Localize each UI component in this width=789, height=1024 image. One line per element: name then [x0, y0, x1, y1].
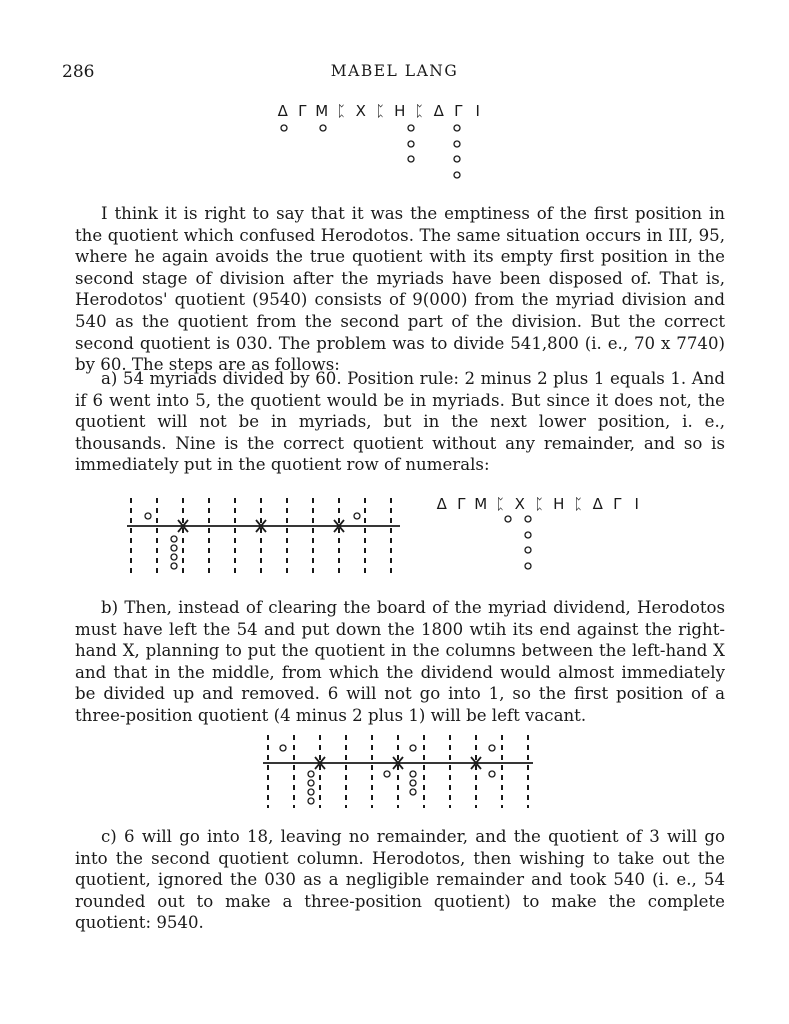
counter — [408, 125, 414, 131]
counter — [410, 745, 416, 751]
numeral-pente-hekaton: ᛈ — [573, 495, 583, 513]
numeral-pente-chilioi: ᛈ — [534, 495, 544, 513]
numeral-pente-hekaton: ᛈ — [414, 102, 424, 120]
numeral-pente-chilioi: ᛈ — [375, 102, 385, 120]
numeral-pente: Γ — [298, 102, 307, 120]
counter — [489, 771, 495, 777]
counter — [408, 156, 414, 162]
counter — [525, 547, 531, 553]
counter — [308, 789, 314, 795]
numeral-pente-myriad: ᛈ — [336, 102, 346, 120]
counter — [454, 125, 460, 131]
counter — [525, 532, 531, 538]
counter — [505, 516, 511, 522]
numeral-deka: Δ — [592, 495, 603, 513]
numeral-myriad: M — [315, 102, 329, 120]
numeral-iota: I — [634, 495, 639, 513]
numeral-hekaton: H — [553, 495, 565, 513]
counter — [308, 771, 314, 777]
counter — [171, 563, 177, 569]
counter — [525, 516, 531, 522]
counter — [410, 771, 416, 777]
counter — [525, 563, 531, 569]
paragraph-3: b) Then, instead of clearing the board of the myriad dividend, Herodotos must have left the 54 and put down the 1800 wtih its end against the right-hand X, planning to put the quotient in the columns between the left-hand X and that in the middle, from which the dividend would almost immediately be divided up and removed. 6 will not go into 1, so the first position of a three-position quotient (4 minus 2 plus 1) will be left vacant. — [75, 598, 725, 725]
page-number: 286 — [62, 62, 95, 82]
counter — [320, 125, 326, 131]
numeral-deka: Δ — [433, 102, 444, 120]
counter — [171, 545, 177, 551]
numeral-display-1-counters — [273, 102, 493, 182]
numeral-pente-units: Γ — [613, 495, 622, 513]
counter — [410, 789, 416, 795]
numeral-display-2 — [432, 495, 672, 575]
paragraph-4: c) 6 will go into 18, leaving no remainder, and the quotient of 3 will go into the second quotient column. Herodotos, then wishing to take out the quotient, ignored the 030 as a negligible remainder and took 540 (i. e., 54 rounded out to make a three-position quotient) to make the complete quotient: 9540. — [75, 827, 725, 933]
counter — [171, 536, 177, 542]
counting-board-a — [125, 496, 405, 576]
numeral-delta: Δ — [277, 102, 288, 120]
counter — [454, 156, 460, 162]
paragraph-1: I think it is right to say that it was the emptiness of the first position in the quotient which confused Herodotos. The same situation occurs in III, 95, where he again avoids the true quotient with its empty first position in the second stage of division after the myriads have been disposed of. That is, Herodotos' quotient (9540) consists of 9(000) from the myriad division and 540 as the quotient from the second part of the division. But the correct second quotient is 030. The problem was to divide 541,800 (i. e., 70 x 7740) by 60. The steps are as follows: — [75, 204, 725, 375]
numeral-pente-units: Γ — [454, 102, 463, 120]
counter — [281, 125, 287, 131]
numeral-display-2-counters — [432, 495, 672, 575]
numeral-myriad: M — [474, 495, 488, 513]
numeral-chilioi: X — [355, 102, 366, 120]
counter — [354, 513, 360, 519]
counter — [171, 554, 177, 560]
counter — [410, 780, 416, 786]
counter — [308, 798, 314, 804]
numeral-delta: Δ — [436, 495, 447, 513]
counter — [384, 771, 390, 777]
counter — [489, 745, 495, 751]
paragraph-2: a) 54 myriads divided by 60. Position rule: 2 minus 2 plus 1 equals 1. And if 6 went into 5, the quotient would be in myriads. But since it does not, the quotient will not be in myriads, but in the next lower position, i. e., thousands. Nine is the correct quotient without any remainder, and so is immediately put in the quotient row of numerals: — [75, 369, 725, 475]
numeral-iota: I — [475, 102, 480, 120]
numeral-pente: Γ — [457, 495, 466, 513]
counter — [308, 780, 314, 786]
counter — [145, 513, 151, 519]
counter — [408, 141, 414, 147]
counter — [280, 745, 286, 751]
numeral-display-1 — [273, 102, 493, 182]
numeral-chilioi: X — [514, 495, 525, 513]
counter — [454, 141, 460, 147]
counting-board-b — [263, 733, 543, 808]
numeral-pente-myriad: ᛈ — [495, 495, 505, 513]
running-head: MABEL LANG — [330, 62, 459, 80]
numeral-hekaton: H — [394, 102, 406, 120]
counter — [454, 172, 460, 178]
